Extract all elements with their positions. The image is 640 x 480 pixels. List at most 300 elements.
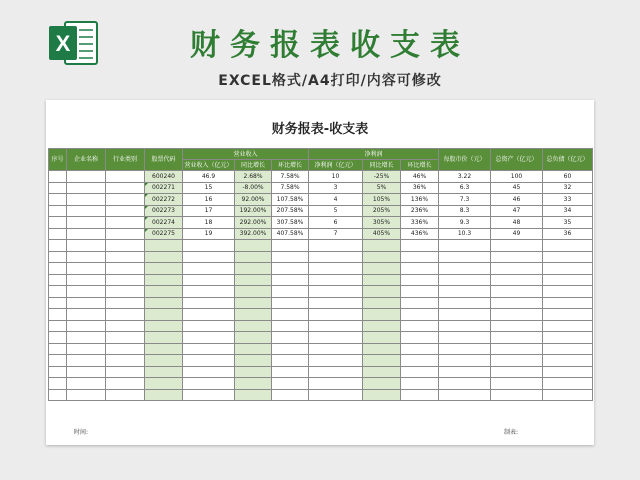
table-cell[interactable]	[183, 309, 235, 321]
table-cell[interactable]	[183, 320, 235, 332]
table-cell[interactable]	[439, 389, 491, 401]
table-cell[interactable]	[235, 332, 272, 344]
table-cell[interactable]	[235, 343, 272, 355]
table-cell[interactable]	[145, 355, 183, 367]
table-cell[interactable]	[491, 297, 543, 309]
table-cell[interactable]	[49, 240, 67, 252]
table-cell[interactable]: 002271	[145, 182, 183, 194]
table-cell[interactable]	[272, 378, 309, 390]
table-cell[interactable]	[401, 274, 439, 286]
table-cell[interactable]	[106, 332, 145, 344]
table-cell[interactable]	[235, 378, 272, 390]
table-cell[interactable]	[67, 378, 106, 390]
table-cell[interactable]	[272, 366, 309, 378]
table-cell[interactable]: 18	[183, 217, 235, 229]
table-cell[interactable]	[145, 274, 183, 286]
table-cell[interactable]	[145, 320, 183, 332]
col-header: 净利润（亿元）	[309, 160, 363, 171]
table-cell[interactable]	[235, 263, 272, 275]
table-cell[interactable]	[272, 343, 309, 355]
table-cell[interactable]: 49	[491, 228, 543, 240]
table-cell[interactable]	[235, 309, 272, 321]
table-cell[interactable]	[309, 297, 363, 309]
table-cell[interactable]	[363, 240, 401, 252]
table-cell[interactable]: 8.3	[439, 205, 491, 217]
table-cell[interactable]	[235, 297, 272, 309]
table-cell[interactable]	[183, 332, 235, 344]
table-cell[interactable]	[363, 355, 401, 367]
table-cell[interactable]	[272, 263, 309, 275]
table-cell[interactable]	[439, 274, 491, 286]
table-cell[interactable]	[183, 274, 235, 286]
excel-logo-letter: X	[55, 31, 71, 56]
table-cell[interactable]	[363, 309, 401, 321]
table-cell[interactable]	[67, 309, 106, 321]
table-cell[interactable]: 207.58%	[272, 205, 309, 217]
table-cell[interactable]	[67, 389, 106, 401]
table-cell[interactable]	[543, 309, 593, 321]
table-cell[interactable]: 7.58%	[272, 171, 309, 183]
table-cell[interactable]	[363, 297, 401, 309]
table-cell[interactable]	[491, 240, 543, 252]
table-cell[interactable]	[49, 228, 67, 240]
table-cell[interactable]	[491, 251, 543, 263]
table-cell[interactable]: 4	[309, 194, 363, 206]
table-cell[interactable]	[235, 389, 272, 401]
col-header: 营业收入（亿元）	[184, 161, 233, 169]
table-cell[interactable]	[49, 332, 67, 344]
spreadsheet	[46, 100, 594, 445]
table-row	[49, 343, 593, 355]
table-cell[interactable]	[67, 355, 106, 367]
table-cell[interactable]	[49, 194, 67, 206]
table-cell[interactable]	[49, 355, 67, 367]
table-cell[interactable]	[309, 366, 363, 378]
table-cell[interactable]	[145, 286, 183, 298]
table-cell[interactable]: 236%	[401, 205, 439, 217]
col-header: 同比增长	[363, 160, 401, 171]
table-cell[interactable]	[543, 343, 593, 355]
group-header-profit: 净利润	[309, 149, 439, 160]
table-cell[interactable]	[491, 263, 543, 275]
table-cell[interactable]	[183, 240, 235, 252]
table-cell[interactable]	[106, 286, 145, 298]
col-header: 每股市价（元）	[439, 149, 491, 171]
table-cell[interactable]	[106, 228, 145, 240]
table-cell[interactable]	[439, 355, 491, 367]
table-cell[interactable]: 7	[309, 228, 363, 240]
table-cell[interactable]	[67, 205, 106, 217]
table-cell[interactable]	[49, 286, 67, 298]
table-cell[interactable]	[309, 309, 363, 321]
table-cell[interactable]	[401, 389, 439, 401]
table-cell[interactable]	[106, 320, 145, 332]
table-row	[49, 240, 593, 252]
table-cell[interactable]: 5%	[363, 182, 401, 194]
table-cell[interactable]	[106, 263, 145, 275]
banner	[0, 0, 640, 100]
table-cell[interactable]	[235, 286, 272, 298]
table-cell[interactable]: 46%	[401, 171, 439, 183]
table-cell[interactable]	[106, 309, 145, 321]
table-cell[interactable]	[363, 251, 401, 263]
table-cell[interactable]	[183, 286, 235, 298]
table-cell[interactable]	[67, 286, 106, 298]
sheet-title: 财务报表-收支表	[271, 122, 369, 137]
table-cell[interactable]	[309, 251, 363, 263]
table-cell[interactable]	[363, 274, 401, 286]
table-cell[interactable]	[106, 366, 145, 378]
table-cell[interactable]: 600240	[145, 171, 183, 183]
table-cell[interactable]: 307.58%	[272, 217, 309, 229]
table-cell[interactable]	[183, 366, 235, 378]
table-cell[interactable]	[49, 309, 67, 321]
col-header: 环比增长	[401, 160, 439, 171]
table-cell[interactable]	[363, 263, 401, 275]
table-cell[interactable]	[49, 297, 67, 309]
table-cell[interactable]	[49, 378, 67, 390]
table-cell[interactable]	[49, 274, 67, 286]
table-cell[interactable]	[401, 309, 439, 321]
table-cell[interactable]	[67, 182, 106, 194]
table-cell[interactable]	[543, 320, 593, 332]
table-row	[49, 217, 593, 229]
table-cell[interactable]	[363, 343, 401, 355]
table-cell[interactable]: 405%	[363, 228, 401, 240]
col-header: 环比增长	[272, 160, 309, 171]
table-cell[interactable]: 10	[309, 171, 363, 183]
table-cell[interactable]	[67, 240, 106, 252]
col-header: 行业类别	[106, 149, 145, 171]
table-cell[interactable]	[543, 355, 593, 367]
table-row	[49, 274, 593, 286]
table-row	[49, 378, 593, 390]
table-cell[interactable]	[67, 228, 106, 240]
table-cell[interactable]	[401, 366, 439, 378]
table-cell[interactable]	[401, 355, 439, 367]
table-cell[interactable]	[363, 320, 401, 332]
table-cell[interactable]	[543, 286, 593, 298]
table-cell[interactable]: 35	[543, 217, 593, 229]
table-cell[interactable]	[49, 171, 67, 183]
table-cell[interactable]: 305%	[363, 217, 401, 229]
table-cell[interactable]	[439, 366, 491, 378]
table-cell[interactable]	[183, 263, 235, 275]
table-cell[interactable]	[363, 389, 401, 401]
table-cell[interactable]: 36	[543, 228, 593, 240]
table-cell[interactable]	[106, 194, 145, 206]
table-cell[interactable]: 46.9	[183, 171, 235, 183]
table-cell[interactable]	[543, 389, 593, 401]
table-cell[interactable]	[235, 320, 272, 332]
col-header: 股票代码	[145, 149, 183, 171]
table-cell[interactable]: 16	[183, 194, 235, 206]
table-cell[interactable]	[272, 297, 309, 309]
table-cell[interactable]	[401, 286, 439, 298]
table-row	[49, 286, 593, 298]
col-header: 同比增长	[235, 160, 272, 171]
table-row	[49, 228, 593, 240]
table-row	[49, 309, 593, 321]
table-cell[interactable]: 100	[491, 171, 543, 183]
table-cell[interactable]: 2.68%	[235, 171, 272, 183]
table-cell[interactable]: 36%	[401, 182, 439, 194]
table-cell[interactable]	[183, 389, 235, 401]
table-cell[interactable]	[49, 343, 67, 355]
table-cell[interactable]	[183, 251, 235, 263]
table-cell[interactable]	[272, 274, 309, 286]
table-cell[interactable]: 002275	[145, 228, 183, 240]
table-cell[interactable]	[67, 171, 106, 183]
table-cell[interactable]	[491, 343, 543, 355]
table-cell[interactable]	[309, 389, 363, 401]
table-cell[interactable]	[491, 389, 543, 401]
table-cell[interactable]	[491, 366, 543, 378]
table-cell[interactable]	[439, 297, 491, 309]
table-cell[interactable]	[491, 378, 543, 390]
table-cell[interactable]	[309, 320, 363, 332]
table-cell[interactable]	[106, 182, 145, 194]
table-cell[interactable]: 32	[543, 182, 593, 194]
table-cell[interactable]	[145, 240, 183, 252]
table-cell[interactable]: 136%	[401, 194, 439, 206]
table-cell[interactable]	[543, 251, 593, 263]
table-cell[interactable]	[543, 332, 593, 344]
table-cell[interactable]	[67, 217, 106, 229]
table-cell[interactable]	[235, 251, 272, 263]
table-cell[interactable]	[272, 332, 309, 344]
table-cell[interactable]	[309, 286, 363, 298]
table-cell[interactable]	[106, 205, 145, 217]
table-cell[interactable]	[439, 309, 491, 321]
table-cell[interactable]	[235, 355, 272, 367]
table-cell[interactable]	[401, 240, 439, 252]
table-cell[interactable]	[67, 343, 106, 355]
table-cell[interactable]	[272, 309, 309, 321]
table-cell[interactable]	[439, 251, 491, 263]
table-cell[interactable]: 9.3	[439, 217, 491, 229]
table-cell[interactable]	[145, 366, 183, 378]
table-cell[interactable]: -8.00%	[235, 182, 272, 194]
table-cell[interactable]	[401, 297, 439, 309]
table-cell[interactable]	[543, 366, 593, 378]
table-cell[interactable]	[145, 343, 183, 355]
table-cell[interactable]	[309, 343, 363, 355]
table-cell[interactable]	[363, 366, 401, 378]
table-cell[interactable]	[183, 355, 235, 367]
page-title: 财务报表收支表	[190, 28, 470, 63]
table-cell[interactable]	[401, 378, 439, 390]
table-cell[interactable]: 45	[491, 182, 543, 194]
table-cell[interactable]: 15	[183, 182, 235, 194]
table-cell[interactable]	[49, 320, 67, 332]
table-row	[49, 320, 593, 332]
table-cell[interactable]	[363, 332, 401, 344]
table-cell[interactable]	[491, 286, 543, 298]
table-cell[interactable]: 3.22	[439, 171, 491, 183]
table-cell[interactable]	[106, 343, 145, 355]
table-cell[interactable]: 5	[309, 205, 363, 217]
table-cell[interactable]	[49, 389, 67, 401]
table-cell[interactable]: 7.3	[439, 194, 491, 206]
table-cell[interactable]	[67, 320, 106, 332]
table-cell[interactable]	[439, 286, 491, 298]
table-cell[interactable]	[543, 274, 593, 286]
table-cell[interactable]	[363, 378, 401, 390]
table-cell[interactable]: 47	[491, 205, 543, 217]
table-cell[interactable]	[67, 251, 106, 263]
table-cell[interactable]	[401, 320, 439, 332]
table-cell[interactable]	[439, 320, 491, 332]
table-cell[interactable]	[309, 378, 363, 390]
table-cell[interactable]: 60	[543, 171, 593, 183]
table-cell[interactable]: 336%	[401, 217, 439, 229]
table-cell[interactable]	[145, 332, 183, 344]
table-cell[interactable]	[272, 240, 309, 252]
table-cell[interactable]	[491, 320, 543, 332]
table-cell[interactable]: 002272	[145, 194, 183, 206]
table-cell[interactable]	[67, 194, 106, 206]
table-row	[49, 205, 593, 217]
table-cell[interactable]: 205%	[363, 205, 401, 217]
footer-maker-label: 制表:	[504, 429, 519, 436]
table-cell[interactable]	[491, 309, 543, 321]
finance-table	[48, 148, 593, 401]
table-cell[interactable]	[235, 274, 272, 286]
table-cell[interactable]	[106, 274, 145, 286]
table-cell[interactable]	[235, 240, 272, 252]
table-cell[interactable]	[491, 274, 543, 286]
table-cell[interactable]	[183, 378, 235, 390]
table-cell[interactable]: 33	[543, 194, 593, 206]
table-cell[interactable]	[439, 378, 491, 390]
table-cell[interactable]	[49, 217, 67, 229]
table-cell[interactable]	[67, 274, 106, 286]
table-cell[interactable]	[309, 240, 363, 252]
table-cell[interactable]	[106, 251, 145, 263]
table-cell[interactable]	[309, 274, 363, 286]
table-cell[interactable]	[145, 251, 183, 263]
table-cell[interactable]	[439, 332, 491, 344]
table-cell[interactable]	[272, 320, 309, 332]
table-cell[interactable]	[272, 355, 309, 367]
table-cell[interactable]	[49, 182, 67, 194]
table-cell[interactable]: 48	[491, 217, 543, 229]
table-cell[interactable]: 392.00%	[235, 228, 272, 240]
col-header: 企业名称	[67, 149, 106, 171]
table-cell[interactable]	[309, 332, 363, 344]
table-cell[interactable]	[106, 297, 145, 309]
footer-time-label: 时间:	[74, 429, 89, 436]
table-cell[interactable]	[145, 297, 183, 309]
table-row	[49, 171, 593, 183]
table-cell[interactable]	[183, 343, 235, 355]
table-cell[interactable]	[401, 332, 439, 344]
table-cell[interactable]	[309, 355, 363, 367]
table-cell[interactable]	[145, 389, 183, 401]
table-row	[49, 389, 593, 401]
table-cell[interactable]: 6.3	[439, 182, 491, 194]
table-cell[interactable]: 002274	[145, 217, 183, 229]
table-cell[interactable]	[49, 263, 67, 275]
table-cell[interactable]: 407.58%	[272, 228, 309, 240]
table-cell[interactable]	[439, 343, 491, 355]
table-cell[interactable]: 19	[183, 228, 235, 240]
table-cell[interactable]: 46	[491, 194, 543, 206]
table-cell[interactable]: 3	[309, 182, 363, 194]
table-cell[interactable]	[235, 366, 272, 378]
table-cell[interactable]	[309, 263, 363, 275]
table-cell[interactable]	[401, 263, 439, 275]
table-cell[interactable]	[543, 297, 593, 309]
table-cell[interactable]: 92.00%	[235, 194, 272, 206]
table-cell[interactable]: 107.58%	[272, 194, 309, 206]
table-cell[interactable]	[67, 366, 106, 378]
table-cell[interactable]	[67, 297, 106, 309]
table-cell[interactable]: 10.3	[439, 228, 491, 240]
table-cell[interactable]	[67, 263, 106, 275]
table-cell[interactable]	[272, 389, 309, 401]
excel-icon	[47, 18, 99, 68]
table-cell[interactable]	[183, 297, 235, 309]
table-cell[interactable]: 34	[543, 205, 593, 217]
table-cell[interactable]	[543, 263, 593, 275]
table-cell[interactable]	[106, 217, 145, 229]
page-subtitle: EXCEL格式/A4打印/内容可修改	[218, 73, 442, 89]
table-row	[49, 251, 593, 263]
table-cell[interactable]	[49, 205, 67, 217]
table-cell[interactable]	[67, 332, 106, 344]
table-cell[interactable]: 105%	[363, 194, 401, 206]
col-header: 总资产（亿元）	[491, 149, 543, 171]
table-cell[interactable]: 002273	[145, 205, 183, 217]
table-cell[interactable]	[272, 251, 309, 263]
table-cell[interactable]	[106, 389, 145, 401]
table-cell[interactable]	[439, 263, 491, 275]
table-cell[interactable]	[106, 171, 145, 183]
table-row	[49, 182, 593, 194]
table-cell[interactable]: 292.00%	[235, 217, 272, 229]
table-cell[interactable]: 192.00%	[235, 205, 272, 217]
table-cell[interactable]	[106, 355, 145, 367]
table-cell[interactable]	[543, 378, 593, 390]
table-cell[interactable]	[145, 309, 183, 321]
table-row	[49, 194, 593, 206]
table-cell[interactable]	[543, 240, 593, 252]
table-cell[interactable]	[401, 251, 439, 263]
table-cell[interactable]	[106, 240, 145, 252]
table-cell[interactable]	[145, 263, 183, 275]
table-cell[interactable]	[439, 240, 491, 252]
table-cell[interactable]	[49, 366, 67, 378]
table-row	[49, 355, 593, 367]
table-cell[interactable]	[491, 355, 543, 367]
table-cell[interactable]: -25%	[363, 171, 401, 183]
table-cell[interactable]: 7.58%	[272, 182, 309, 194]
table-cell[interactable]: 6	[309, 217, 363, 229]
table-cell[interactable]: 436%	[401, 228, 439, 240]
table-cell[interactable]	[363, 286, 401, 298]
table-cell[interactable]	[49, 251, 67, 263]
table-cell[interactable]	[272, 286, 309, 298]
table-row	[49, 366, 593, 378]
table-cell[interactable]: 17	[183, 205, 235, 217]
table-cell[interactable]	[401, 343, 439, 355]
table-cell[interactable]	[145, 378, 183, 390]
col-header: 总负债（亿元）	[543, 149, 593, 171]
table-cell[interactable]	[491, 332, 543, 344]
table-cell[interactable]	[106, 378, 145, 390]
